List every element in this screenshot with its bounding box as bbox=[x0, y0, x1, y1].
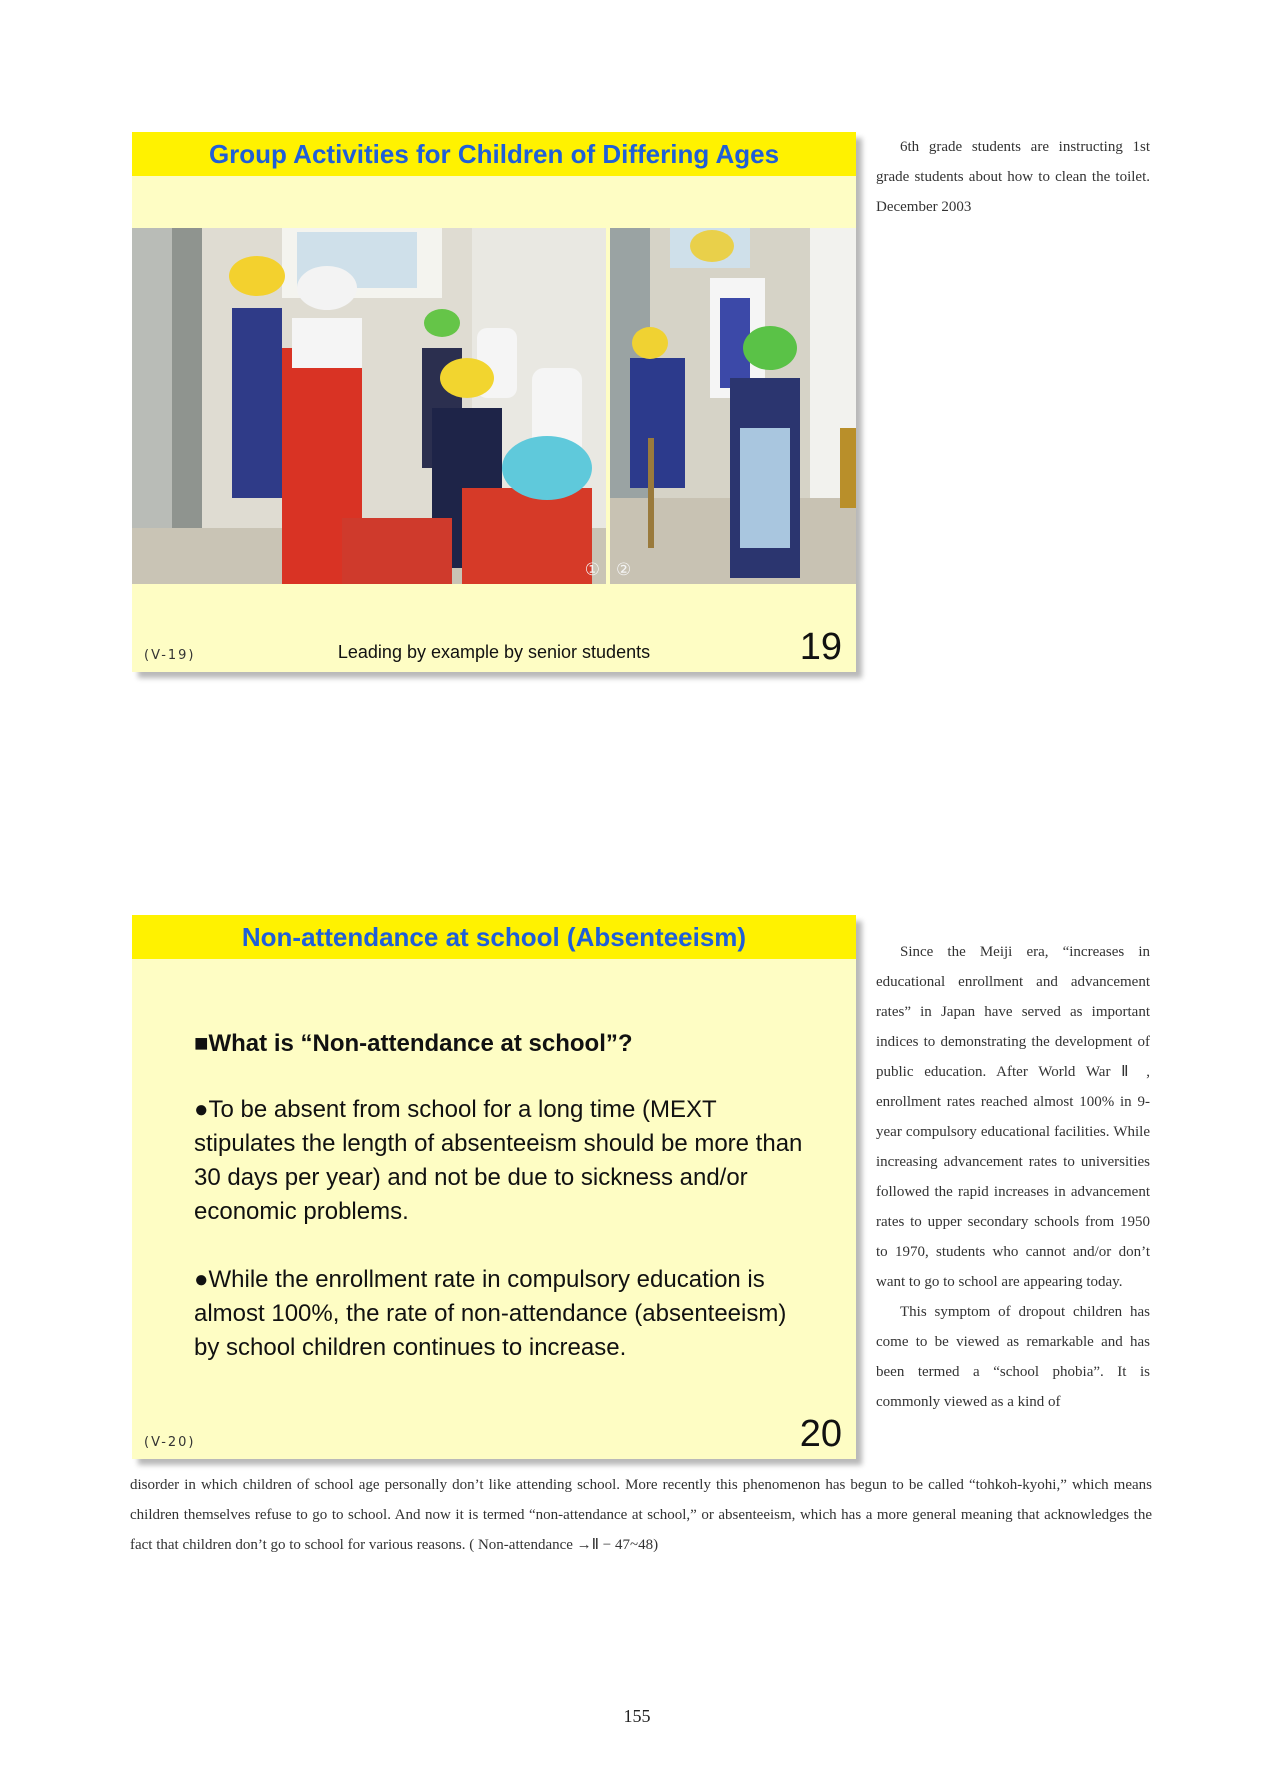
slide-caption: Leading by example by senior students bbox=[337, 642, 651, 662]
slide-bullet-2: ●While the enrollment rate in compulsory education is almost 100%, the rate of non-attendance (absenteeism) by school children continues to increase. bbox=[194, 1266, 787, 1361]
slide-bullet-1: ●To be absent from school for a long time (MEXT stipulates the length of absenteeism should be more than 30 days per year) and not be due to sickness and/or economic problems. bbox=[194, 1096, 803, 1225]
photo-caption-text bbox=[876, 132, 1150, 222]
slide-title: Non-attendance at school (Absenteeism) bbox=[241, 922, 747, 952]
slide-number: 19 bbox=[799, 626, 842, 668]
slide-code: (V-20) bbox=[144, 1435, 196, 1450]
body-paragraph-1: Since the Meiji era, “increases in educational enrollment and advancement rates” in Japan have served as important indices to demonstrating the development of public education. After World War Ⅱ , enrollment rates reached almost 100% in 9-year compulsory educational facilities. While increasing advancement rates to universities followed the rapid increases in advancement rates to upper secondary schools from 1950 to 1970, students who cannot and/or don’t want to go to school are appearing today. bbox=[876, 944, 1150, 1290]
body-text-continuation: disorder in which children of school age personally don’t like attending school. More recently this phenomenon has begun to be called “tohkoh-kyohi,” which means children themselves refuse to go to school. And now it is termed “non-attendance at school,” or absenteeism, which has a more general meaning that acknowledges the fact that children don’t go to school for various reasons. ( Non-attendance →Ⅱ − 47~48) bbox=[130, 1477, 1152, 1553]
photo-students-cleaning-1 bbox=[132, 228, 606, 584]
body-paragraph-2-start: This symptom of dropout children has come to be viewed as remarkable and has been termed a “school phobia”. It is commonly viewed as a kind of bbox=[876, 1304, 1150, 1410]
page-number: 155 bbox=[623, 1706, 651, 1726]
slide-body bbox=[194, 1027, 814, 1399]
caption-paragraph: 6th grade students are instructing 1st grade students about how to clean the toilet. December 2003 bbox=[876, 139, 1150, 215]
slide-19 bbox=[132, 132, 856, 672]
slide-20 bbox=[132, 915, 856, 1459]
photo-marker-2: ② bbox=[616, 560, 632, 580]
slide-number: 20 bbox=[799, 1413, 842, 1455]
photo-marker-1: ① bbox=[584, 560, 600, 580]
slide-question: ■What is “Non-attendance at school”? bbox=[194, 1030, 633, 1057]
photo-students-cleaning-2 bbox=[610, 228, 856, 584]
slide-title: Group Activities for Children of Differing Ages bbox=[208, 139, 780, 169]
body-text-side bbox=[876, 937, 1150, 1417]
slide-code: (V-19) bbox=[144, 648, 196, 663]
